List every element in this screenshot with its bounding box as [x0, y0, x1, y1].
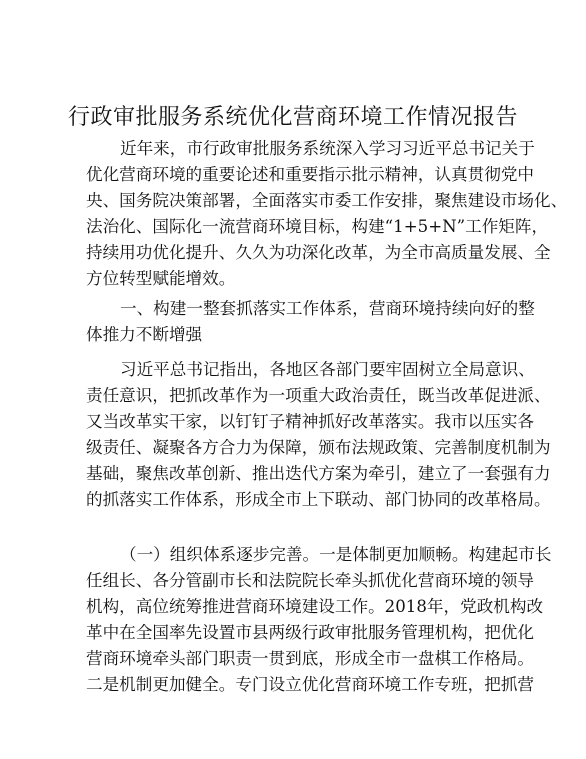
document-title: 行政审批服务系统优化营商环境工作情况报告	[67, 105, 518, 130]
text-line: 习近平总书记指出，各地区各部门要牢固树立全局意识、	[120, 360, 535, 379]
paragraph-intro	[86, 136, 568, 292]
text-line: 基础，聚焦改革创新、推出迭代方案为牵引，建立了一套强有力	[86, 464, 551, 483]
text-line: 营商环境牵头部门职责一贯到底，形成全市一盘棋工作格局。	[86, 649, 535, 668]
text-line: 责任意识，把抓改革作为一项重大政治责任，既当改革促进派、	[86, 386, 551, 405]
text-line: 持续用功优化提升、久久为功深化改革，为全市高质量发展、全	[86, 243, 551, 262]
text-line: 任组长、各分管副市长和法院院长牵头抓优化营商环境的领导	[86, 571, 535, 590]
text-line: 法治化、国际化一流营商环境目标，构建“1+5+N”工作矩阵，	[86, 217, 549, 236]
text-line: 近年来，市行政审批服务系统深入学习习近平总书记关于	[120, 139, 535, 158]
section-heading	[86, 296, 535, 348]
text-line: 方位转型赋能增效。	[86, 269, 236, 288]
text-line: 革中在全国率先设置市县两级行政审批服务管理机构，把优化	[86, 623, 535, 642]
text-line: 二是机制更加健全。专门设立优化营商环境工作专班，把抓营	[86, 675, 535, 694]
text-line: 优化营商环境的重要论述和重要指示批示精神，认真贯彻党中	[86, 165, 535, 184]
text-line: 机构，高位统筹推进营商环境建设工作。2018年，党政机构改	[86, 597, 544, 616]
text-line: 一、构建一整套抓落实工作体系，营商环境持续向好的整	[120, 299, 535, 318]
text-line: 级责任、凝聚各方合力为保障，颁布法规政策、完善制度机制为	[86, 438, 551, 457]
text-line: 的抓落实工作体系，形成全市上下联动、部门协同的改革格局。	[86, 490, 551, 509]
text-line: （一）组织体系逐步完善。一是体制更加顺畅。构建起市长	[120, 545, 552, 564]
paragraph-body	[86, 357, 551, 513]
text-line: 体推力不断增强	[86, 325, 203, 344]
text-line: 央、国务院决策部署，全面落实市委工作安排，聚焦建设市场化、	[86, 191, 568, 210]
paragraph-subsection	[86, 542, 552, 698]
text-line: 又当改革实干家，以钉钉子精神抓好改革落实。我市以压实各	[86, 412, 535, 431]
